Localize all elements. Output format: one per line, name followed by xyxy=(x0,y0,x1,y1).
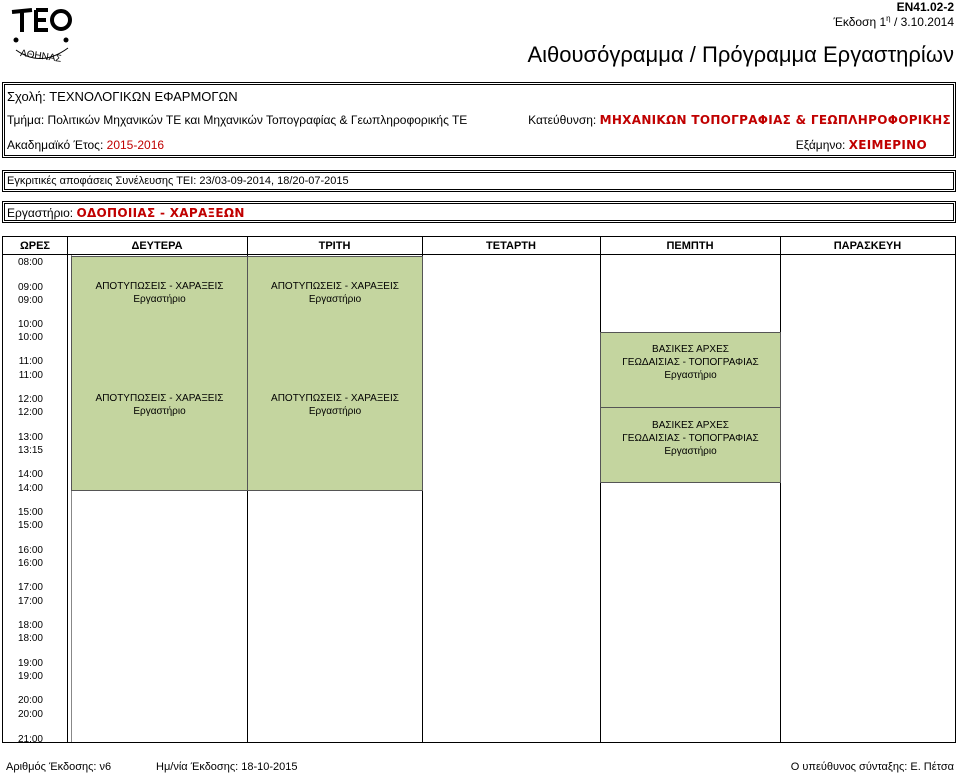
course-entry: ΑΠΟΤΥΠΩΣΕΙΣ - ΧΑΡΑΞΕΙΣ Εργαστήριο xyxy=(95,281,224,305)
direction-field: Κατεύθυνση: ΜΗΧΑΝΙΚΩΝ ΤΟΠΟΓΡΑΦΙΑΣ & ΓΕΩΠΛΗΡΟΦΟΡΙΚΗΣ xyxy=(528,113,951,127)
document-code: EN41.02-2 xyxy=(896,0,954,14)
header-wednesday: ΤΕΤΑΡΤΗ xyxy=(422,237,600,255)
time-label: 16:00 xyxy=(17,545,43,556)
edition-info: Έκδοση $1^\eta / 3.10.2014$ xyxy=(833,14,954,29)
approval-box xyxy=(2,170,956,192)
issue-date: Ημ/νία Έκδοσης: 18-10-2015 xyxy=(156,761,298,773)
year-field: Ακαδημαϊκό Έτος: 2015-2016 xyxy=(7,138,165,152)
svg-text:ΑΘΗΝΑΣ: ΑΘΗΝΑΣ xyxy=(19,48,63,65)
approval-text: Εγκριτικές αποφάσεις Συνέλευσης ΤΕΙ: 23/03-09-2014, 18/20-07-2015 xyxy=(7,175,349,187)
header-tuesday: ΤΡΙΤΗ xyxy=(247,237,422,255)
time-label: 14:00 xyxy=(17,483,43,494)
time-label: 18:00 xyxy=(17,620,43,631)
header-hours: ΩΡΕΣ xyxy=(3,237,67,255)
header-thursday: ΠΕΜΠΤΗ xyxy=(600,237,780,255)
time-label: 20:00 xyxy=(17,709,43,720)
time-label: 11:00 xyxy=(18,356,43,367)
time-label: 21:00 xyxy=(17,734,43,745)
course-entry: ΒΑΣΙΚΕΣ ΑΡΧΕΣ ΓΕΩΔΑΙΣΙΑΣ - ΤΟΠΟΓΡΑΦΙΑΣ Εργαστήριο xyxy=(622,344,759,381)
header-monday: ΔΕΥΤΕΡΑ xyxy=(67,237,247,255)
time-label: 12:00 xyxy=(17,394,43,405)
time-label: 15:00 xyxy=(17,520,43,531)
time-label: 12:00 xyxy=(17,407,43,418)
time-label: 16:00 xyxy=(17,558,43,569)
semester-field: Εξάμηνο: ΧΕΙΜΕΡΙΝΟ xyxy=(795,138,927,152)
schedule-grid xyxy=(2,236,956,743)
course-entry: ΑΠΟΤΥΠΩΣΕΙΣ - ΧΑΡΑΞΕΙΣ Εργαστήριο xyxy=(271,393,399,417)
time-label: 19:00 xyxy=(17,658,43,669)
time-label: 18:00 xyxy=(17,633,43,644)
page-title: Αιθουσόγραμμα / Πρόγραμμα Εργαστηρίων xyxy=(527,42,954,67)
time-label: 14:00 xyxy=(17,469,43,480)
lab-box xyxy=(2,201,956,223)
time-label: 09:00 xyxy=(17,295,43,306)
time-label: 09:00 xyxy=(17,282,43,293)
course-entry: ΑΠΟΤΥΠΩΣΕΙΣ - ΧΑΡΑΞΕΙΣ Εργαστήριο xyxy=(95,393,224,417)
footer xyxy=(0,761,960,774)
time-label: 13:15 xyxy=(17,445,43,456)
time-label: 08:00 xyxy=(17,257,43,268)
time-label: 20:00 xyxy=(17,695,43,706)
time-label: 17:00 xyxy=(17,596,43,607)
time-label: 11:00 xyxy=(18,370,43,381)
time-label: 17:00 xyxy=(17,582,43,593)
time-label: 13:00 xyxy=(17,432,43,443)
time-label: 19:00 xyxy=(17,671,43,682)
lab-field: Εργαστήριο: ΟΔΟΠΟΙΙΑΣ - ΧΑΡΑΞΕΩΝ xyxy=(7,206,245,220)
course-entry: ΒΑΣΙΚΕΣ ΑΡΧΕΣ ΓΕΩΔΑΙΣΙΑΣ - ΤΟΠΟΓΡΑΦΙΑΣ Εργαστήριο xyxy=(622,420,759,457)
course-entry: ΑΠΟΤΥΠΩΣΕΙΣ - ΧΑΡΑΞΕΙΣ Εργαστήριο xyxy=(271,281,399,305)
issue-number: Αριθμός Έκδοσης: ν6 xyxy=(6,761,112,773)
department-label: Τμήμα: Πολιτικών Μηχανικών ΤΕ και Μηχανικών Τοπογραφίας & Γεωπληροφορικής ΤΕ xyxy=(7,113,468,127)
author: Ο υπεύθυνος σύνταξης: Ε. Πέτσα xyxy=(790,761,954,773)
school-label: Σχολή: ΤΕΧΝΟΛΟΓΙΚΩΝ ΕΦΑΡΜΟΓΩΝ xyxy=(7,89,238,104)
time-label: 10:00 xyxy=(17,332,43,343)
info-box xyxy=(2,82,956,158)
header-friday: ΠΑΡΑΣΚΕΥΗ xyxy=(780,237,955,255)
tei-logo xyxy=(6,2,76,66)
time-label: 10:00 xyxy=(17,319,43,330)
time-label: 15:00 xyxy=(17,507,43,518)
